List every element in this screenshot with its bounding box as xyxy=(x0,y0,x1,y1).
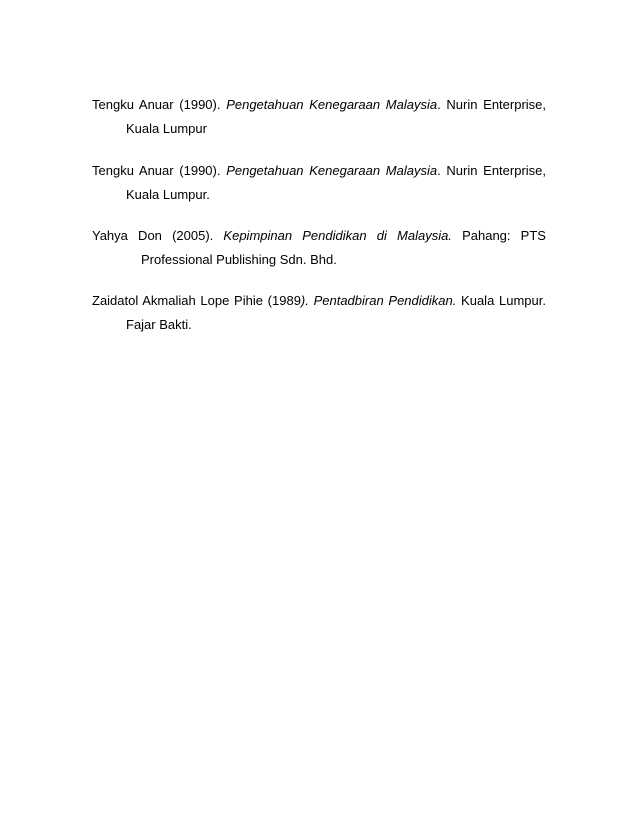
reference-entry xyxy=(92,289,546,337)
reference-entry xyxy=(92,93,546,141)
reference-first-line xyxy=(92,159,546,183)
reference-first-line xyxy=(92,224,546,248)
reference-continuation: Kuala Lumpur. xyxy=(126,187,210,202)
reference-continuation: Fajar Bakti. xyxy=(126,317,192,332)
reference-continuation: Kuala Lumpur xyxy=(126,121,207,136)
reference-continuation: Professional Publishing Sdn. Bhd. xyxy=(141,252,337,267)
reference-author-year: Yahya Don (2005). xyxy=(92,228,224,243)
reference-first-line xyxy=(92,289,546,313)
reference-author-year: Tengku Anuar (1990). xyxy=(92,97,227,112)
reference-title: Kepimpinan Pendidikan di Malaysia. xyxy=(223,228,452,243)
reference-publisher: Pahang: PTS xyxy=(451,228,546,243)
reference-author-year: Tengku Anuar (1990). xyxy=(92,163,227,178)
reference-entry xyxy=(92,224,546,272)
reference-title: Pengetahuan Kenegaraan Malaysia xyxy=(226,97,438,112)
reference-entry xyxy=(92,159,546,207)
reference-title: ). Pentadbiran Pendidikan. xyxy=(300,293,457,308)
reference-publisher: . Nurin Enterprise, xyxy=(437,97,547,112)
reference-publisher: . Nurin Enterprise, xyxy=(437,163,547,178)
reference-first-line xyxy=(92,93,546,117)
reference-author-year: Zaidatol Akmaliah Lope Pihie (1989 xyxy=(92,293,301,308)
reference-title: Pengetahuan Kenegaraan Malaysia xyxy=(226,163,438,178)
reference-publisher: Kuala Lumpur. xyxy=(456,293,546,308)
